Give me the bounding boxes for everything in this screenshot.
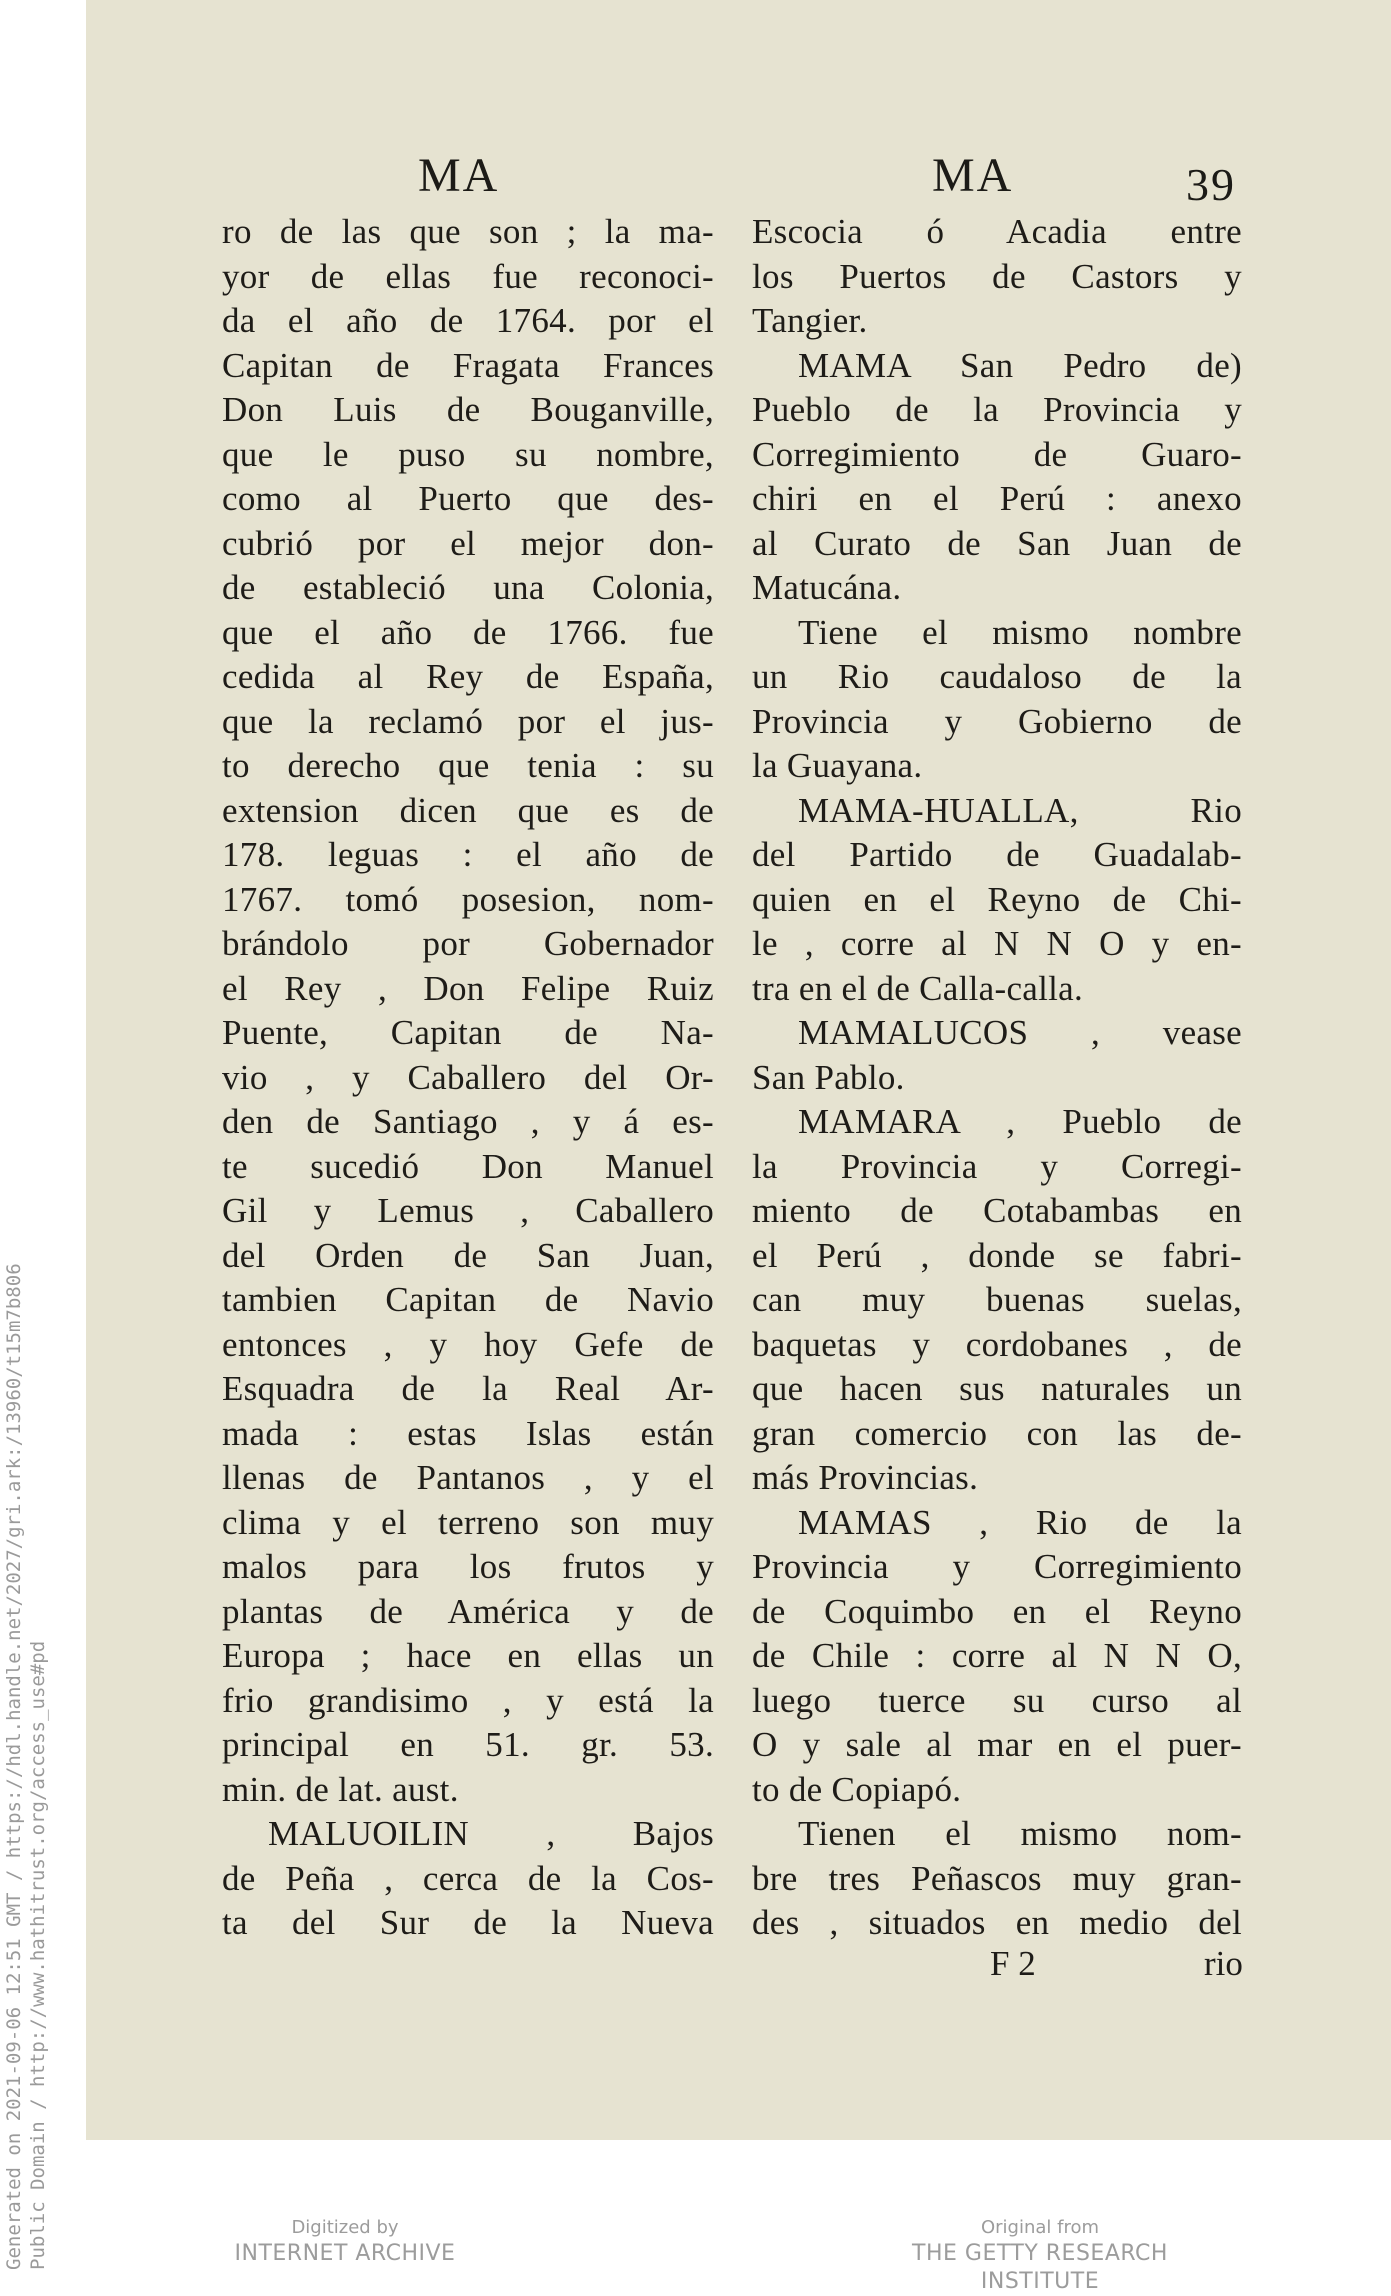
text-line: los Puertos de Castors y	[752, 256, 1242, 296]
digitized-by-label: Digitized by	[291, 2217, 399, 2238]
text-line: San Pablo.	[752, 1057, 905, 1097]
right-column	[752, 210, 1242, 1946]
signature-mark: F 2	[990, 1944, 1036, 1983]
text-line: Tangier.	[752, 301, 868, 340]
text-line: entonces , y hoy Gefe de	[222, 1324, 714, 1364]
text-line: MAMA San Pedro de)	[798, 345, 1242, 385]
text-line: más Provincias.	[752, 1458, 979, 1497]
text-line: quien en el Reyno de Chi-	[752, 879, 1242, 919]
text-line: llenas de Pantanos , y el	[222, 1458, 714, 1497]
text-line: del Partido de Guadalab-	[752, 835, 1242, 874]
page-number: 39	[1186, 159, 1236, 210]
text-line: min. de lat. aust.	[222, 1769, 459, 1809]
text-line: Gil y Lemus , Caballero	[222, 1191, 714, 1230]
text-line: la Guayana.	[752, 746, 923, 785]
text-line: tambien Capitan de Navio	[222, 1280, 714, 1319]
text-line: un Rio caudaloso de la	[752, 657, 1242, 696]
text-line: can muy buenas suelas,	[752, 1280, 1242, 1319]
text-line: del Orden de San Juan,	[222, 1235, 714, 1275]
text-line: bre tres Peñascos muy gran-	[752, 1858, 1242, 1898]
text-line: frio grandisimo , y está la	[222, 1680, 714, 1720]
text-line: gran comercio con las de-	[752, 1413, 1242, 1453]
text-line: Escocia ó Acadia entre	[752, 212, 1242, 251]
original-from-credit	[850, 2216, 1230, 2296]
text-line: de Peña , cerca de la Cos-	[222, 1858, 714, 1898]
text-line: miento de Cotabambas en	[752, 1191, 1242, 1230]
text-line: Pueblo de la Provincia y	[752, 390, 1242, 429]
text-line: Puente, Capitan de Na-	[222, 1013, 714, 1052]
text-line: Corregimiento de Guaro-	[752, 434, 1242, 474]
text-line: 178. leguas : el año de	[222, 835, 714, 874]
original-from-label: Original from	[980, 2217, 1100, 2238]
text-line: que el año de 1766. fue	[222, 612, 714, 652]
text-line: le , corre al N N O y en-	[752, 924, 1242, 963]
public-domain-line: Public Domain / http://www.hathitrust.org/access_use#pd	[27, 1640, 49, 2270]
text-line: baquetas y cordobanes , de	[752, 1324, 1242, 1364]
text-line: cedida al Rey de España,	[222, 657, 714, 696]
text-line: to de Copiapó.	[752, 1769, 962, 1809]
text-line: que le puso su nombre,	[222, 434, 714, 474]
text-line: des , situados en medio del	[752, 1903, 1242, 1942]
text-line: Don Luis de Bouganville,	[222, 390, 714, 429]
text-line: ta del Sur de la Nueva	[222, 1903, 714, 1942]
text-line: cubrió por el mejor don-	[222, 523, 714, 563]
text-line: como al Puerto que des-	[222, 479, 714, 518]
text-line: MAMA-HUALLA, Rio	[798, 790, 1242, 830]
left-column	[222, 210, 714, 1946]
text-line: to derecho que tenia : su	[222, 746, 714, 785]
text-line: den de Santiago , y á es-	[222, 1102, 714, 1141]
text-line: O y sale al mar en el puer-	[752, 1725, 1242, 1764]
text-line: plantas de América y de	[222, 1591, 714, 1631]
digitized-by-credit	[230, 2216, 460, 2268]
text-line: el Perú , donde se fabri-	[752, 1235, 1242, 1275]
text-line: 1767. tomó posesion, nom-	[222, 879, 714, 919]
text-line: extension dicen que es de	[222, 790, 714, 830]
text-line: principal en 51. gr. 53.	[222, 1725, 714, 1764]
text-line: Provincia y Gobierno de	[752, 701, 1242, 741]
text-line: Esquadra de la Real Ar-	[222, 1369, 714, 1408]
text-line: da el año de 1764. por el	[222, 301, 714, 340]
catchword: rio	[1204, 1944, 1243, 1983]
text-line: Tiene el mismo nombre	[798, 612, 1242, 652]
text-line: Matucána.	[752, 568, 902, 607]
text-line: de estableció una Colonia,	[222, 568, 714, 607]
text-line: el Rey , Don Felipe Ruiz	[222, 968, 714, 1008]
text-line: que la reclamó por el jus-	[222, 701, 714, 741]
text-line: malos para los frutos y	[222, 1547, 714, 1586]
text-line: Provincia y Corregimiento	[752, 1547, 1242, 1586]
text-line: vio , y Caballero del Or-	[222, 1057, 714, 1097]
running-head-right: MA	[932, 149, 1014, 202]
text-line: de Chile : corre al N N O,	[752, 1636, 1242, 1675]
text-line: Europa ; hace en ellas un	[222, 1636, 714, 1675]
hathitrust-generation-notice	[0, 1100, 60, 2271]
text-line: Tienen el mismo nom-	[798, 1814, 1242, 1853]
text-line: clima y el terreno son muy	[222, 1502, 714, 1542]
text-line: MAMALUCOS , vease	[798, 1013, 1242, 1052]
text-line: MAMAS , Rio de la	[798, 1502, 1242, 1542]
text-line: que hacen sus naturales un	[752, 1369, 1242, 1408]
text-line: mada : estas Islas están	[222, 1413, 714, 1453]
text-line: MALUOILIN , Bajos	[268, 1814, 714, 1853]
text-line: tra en el de Calla-calla.	[752, 968, 1084, 1008]
running-head-left: MA	[418, 149, 500, 202]
text-line: chiri en el Perú : anexo	[752, 479, 1242, 518]
internet-archive-label: INTERNET ARCHIVE	[234, 2241, 456, 2266]
text-line: de Coquimbo en el Reyno	[752, 1591, 1242, 1631]
text-line: la Provincia y Corregi-	[752, 1146, 1242, 1186]
text-line: Capitan de Fragata Frances	[222, 345, 714, 385]
text-line: ro de las que son ; la ma-	[222, 212, 714, 251]
text-line: te sucedió Don Manuel	[222, 1146, 714, 1186]
getty-label: THE GETTY RESEARCH INSTITUTE	[912, 2241, 1168, 2294]
generation-line: Generated on 2021-09-06 12:51 GMT / https://hdl.handle.net/2027/gri.ark:/13960/t15m7b806	[3, 1263, 25, 2270]
text-line: luego tuerce su curso al	[752, 1680, 1242, 1720]
text-line: yor de ellas fue reconoci-	[222, 256, 714, 296]
text-line: brándolo por Gobernador	[222, 924, 714, 963]
text-line: MAMARA , Pueblo de	[798, 1102, 1242, 1141]
text-line: al Curato de San Juan de	[752, 523, 1242, 563]
